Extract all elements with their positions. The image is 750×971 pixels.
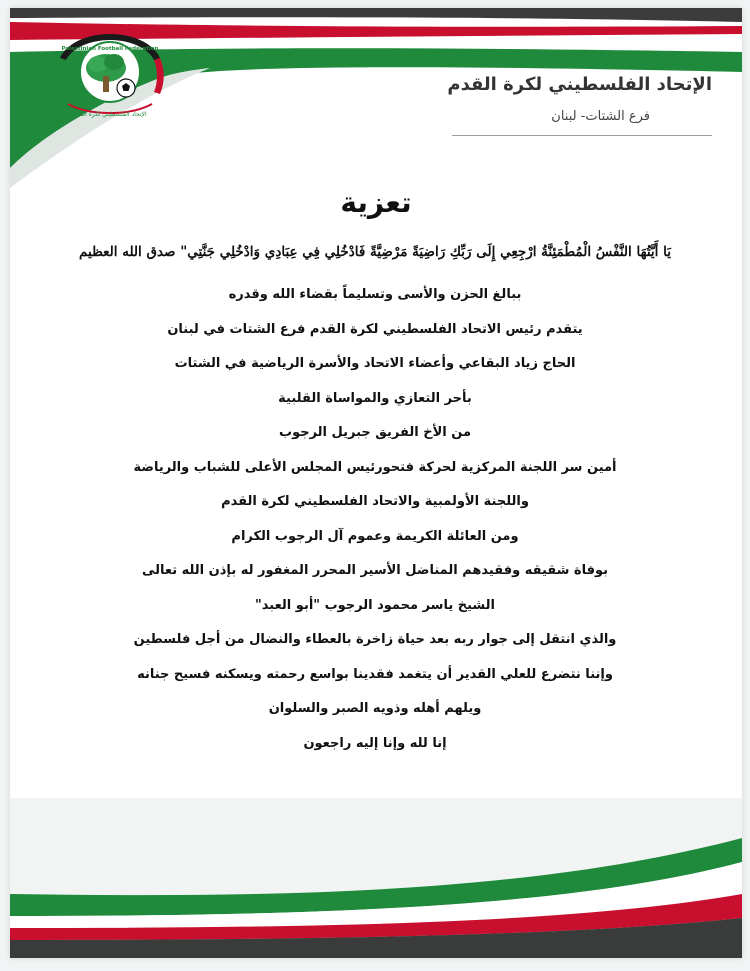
text-line: يتقدم رئيس الاتحاد الفلسطيني لكرة القدم فرع الشتات في لبنان	[167, 321, 583, 337]
quran-verse: يَا أَيَّتُهَا النَّفْسُ الْمُطْمَئِنَّةُ ارْجِعِي إِلَى رَبِّكِ رَاضِيَةً مَرْضِيَّةً فَادْخُلِي فِي عِبَادِي وَادْخُلِي جَنَّتِي" صدق الله العظيم	[79, 244, 671, 260]
text-line: ومن العائلة الكريمة وعموم آل الرجوب الكرام	[231, 528, 519, 544]
condolence-text	[30, 278, 720, 761]
text-line: ويلهم أهله وذويه الصبر والسلوان	[268, 701, 482, 716]
text-line: من الأخ الفريق جبريل الرجوب	[279, 425, 471, 440]
text-line: أمين سر اللجنة المركزية لحركة فتحورئيس المجلس الأعلى للشباب والرياضة	[133, 459, 617, 475]
notice-title: تعزية	[340, 186, 412, 219]
text-line: وإننا نتضرع للعلي القدير أن يتغمد فقدينا بواسع رحمته ويسكنه فسيح جنانه	[137, 666, 613, 682]
football-icon	[117, 79, 135, 97]
header-divider	[452, 135, 712, 136]
text-line: واللجنة الأولمبية والاتحاد الفلسطيني لكرة القدم	[221, 494, 529, 509]
text-line: الحاج زياد البقاعي وأعضاء الاتحاد والأسرة الرياضية في الشتات	[174, 356, 576, 371]
logo-text-ar: الإتحاد الفلسطيني لكرة القدم	[73, 111, 147, 118]
logo-text-en: Palestinian Football Federation	[61, 46, 159, 52]
text-line: والذي انتقل إلى جوار ربه بعد حياة زاخرة بالعطاء والنضال من أجل فلسطين	[133, 632, 617, 647]
text-line: بوفاة شقيقه وفقيدهم المناضل الأسير المحرر المغفور له بإذن الله تعالى	[141, 563, 609, 578]
organization-name: الإتحاد الفلسطيني لكرة القدم	[447, 74, 712, 95]
text-line: الشيخ ياسر محمود الرجوب "أبو العبد"	[255, 597, 495, 613]
federation-logo	[50, 30, 170, 122]
footer-decoration	[10, 798, 742, 958]
text-line: بأحر التعازي والمواساة القلبية	[278, 390, 472, 406]
organization-branch: فرع الشتات- لبنان	[551, 109, 650, 124]
text-line: ببالغ الحزن والأسى وتسليماً بقضاء الله وقدره	[228, 287, 522, 302]
text-line: إنا لله وإنا إليه راجعون	[303, 735, 447, 751]
condolence-letter	[10, 8, 742, 958]
